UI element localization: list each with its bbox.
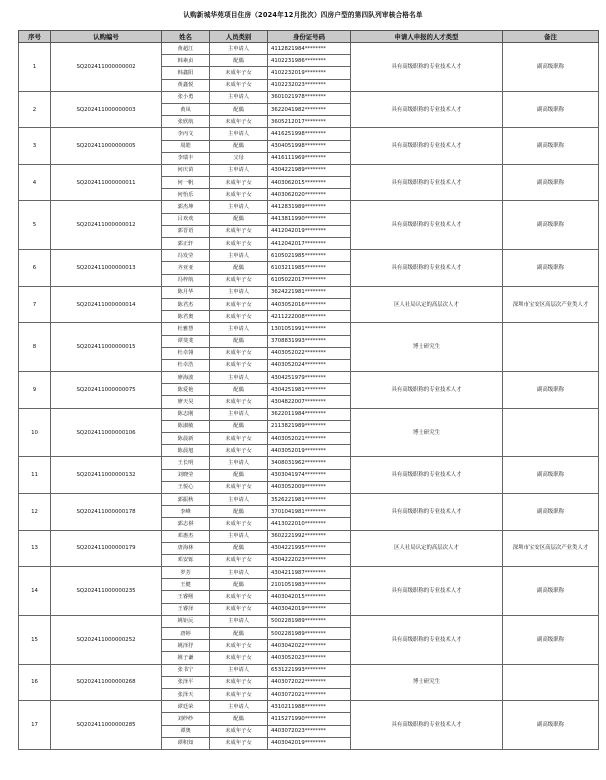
category-cell: 未成年子女	[210, 554, 268, 566]
note-cell: 副高级职称	[503, 128, 599, 165]
category-cell: 未成年子女	[210, 116, 268, 128]
id-number-cell: 4102232023********	[268, 79, 351, 91]
name-cell: 陈君奥	[162, 311, 210, 323]
category-cell: 未成年子女	[210, 79, 268, 91]
id-number-cell: 4102231986********	[268, 55, 351, 67]
name-cell: 唐婷	[162, 628, 210, 640]
name-cell: 李丙文	[162, 128, 210, 140]
name-cell: 郭振秋	[162, 493, 210, 505]
table-row	[19, 128, 599, 140]
note-cell: 副高级职称	[503, 43, 599, 92]
seq-cell: 5	[19, 201, 51, 250]
header-talent-type: 申请人申报的人才类型	[351, 31, 503, 43]
table-row	[19, 493, 599, 505]
name-cell: 邓惠杰	[162, 530, 210, 542]
category-cell: 未成年子女	[210, 676, 268, 688]
id-number-cell: 4416111969********	[268, 152, 351, 164]
id-number-cell: 3701041981********	[268, 506, 351, 518]
seq-cell: 10	[19, 408, 51, 457]
note-cell	[503, 323, 599, 372]
category-cell: 主申请人	[210, 664, 268, 676]
talent-type-cell: 博士研究生	[351, 323, 503, 372]
seq-cell: 9	[19, 372, 51, 409]
name-cell: 罗芳	[162, 567, 210, 579]
id-number-cell: 4304822007********	[268, 396, 351, 408]
name-cell: 陈晨旭	[162, 445, 210, 457]
category-cell: 未成年子女	[210, 274, 268, 286]
talent-type-cell: 具有高级职称的专业技术人才	[351, 615, 503, 664]
talent-type-cell: 具有高级职称的专业技术人才	[351, 701, 503, 750]
category-cell: 主申请人	[210, 408, 268, 420]
category-cell: 主申请人	[210, 91, 268, 103]
category-cell: 主申请人	[210, 615, 268, 627]
id-number-cell: 5002281989********	[268, 628, 351, 640]
seq-cell: 17	[19, 701, 51, 750]
name-cell: 何怡乐	[162, 189, 210, 201]
id-number-cell: 4403072023********	[268, 725, 351, 737]
name-cell: 谭廷荣	[162, 701, 210, 713]
category-cell: 配偶	[210, 628, 268, 640]
name-cell: 郭杰坤	[162, 201, 210, 213]
category-cell: 配偶	[210, 140, 268, 152]
category-cell: 未成年子女	[210, 298, 268, 310]
category-cell: 主申请人	[210, 323, 268, 335]
id-number-cell: 4310211988********	[268, 701, 351, 713]
note-cell: 副高级职称	[503, 457, 599, 494]
id-number-cell: 4304051998********	[268, 140, 351, 152]
id-number-cell: 3624221981********	[268, 286, 351, 298]
category-cell: 主申请人	[210, 201, 268, 213]
id-number-cell: 3605212017********	[268, 116, 351, 128]
note-cell	[503, 408, 599, 457]
name-cell: 刘纱纱	[162, 713, 210, 725]
code-cell: SQ202411000000014	[51, 286, 162, 323]
category-cell: 配偶	[210, 262, 268, 274]
talent-type-cell: 具有高级职称的专业技术人才	[351, 128, 503, 165]
name-cell: 邓安铄	[162, 554, 210, 566]
category-cell: 未成年子女	[210, 396, 268, 408]
name-cell: 王健	[162, 579, 210, 591]
id-number-cell: 4403052009********	[268, 481, 351, 493]
category-cell: 未成年子女	[210, 225, 268, 237]
id-number-cell: 6105021985********	[268, 250, 351, 262]
name-cell: 冯发莹	[162, 250, 210, 262]
talent-type-cell: 具有高级职称的专业技术人才	[351, 250, 503, 287]
code-cell: SQ202411000000005	[51, 128, 162, 165]
id-number-cell: 4115271990********	[268, 713, 351, 725]
category-cell: 配偶	[210, 579, 268, 591]
seq-cell: 7	[19, 286, 51, 323]
name-cell: 姚泽抒	[162, 640, 210, 652]
id-number-cell: 3601021978********	[268, 91, 351, 103]
seq-cell: 11	[19, 457, 51, 494]
id-number-cell: 4403062015********	[268, 177, 351, 189]
table-row	[19, 530, 599, 542]
id-number-cell: 1301051991********	[268, 323, 351, 335]
id-number-cell: 4102232019********	[268, 67, 351, 79]
id-number-cell: 6531221993********	[268, 664, 351, 676]
table-header-row	[19, 31, 599, 43]
id-number-cell: 4403062020********	[268, 189, 351, 201]
id-number-cell: 2113821989********	[268, 420, 351, 432]
category-cell: 配偶	[210, 420, 268, 432]
id-number-cell: 4403052016********	[268, 298, 351, 310]
name-cell: 张欣航	[162, 116, 210, 128]
name-cell: 李瑞丰	[162, 152, 210, 164]
category-cell: 配偶	[210, 335, 268, 347]
name-cell: 廖天昊	[162, 396, 210, 408]
id-number-cell: 6103211985********	[268, 262, 351, 274]
talent-type-cell: 具有高级职称的专业技术人才	[351, 457, 503, 494]
note-cell: 深圳市宝安区高层次产业类人才	[503, 286, 599, 323]
table-row	[19, 615, 599, 627]
name-cell: 陈淑敏	[162, 420, 210, 432]
table-row	[19, 457, 599, 469]
name-cell: 杜卓翎	[162, 347, 210, 359]
id-number-cell: 4304221995********	[268, 542, 351, 554]
seq-cell: 8	[19, 323, 51, 372]
name-cell: 陈晨新	[162, 433, 210, 445]
table-row	[19, 91, 599, 103]
id-number-cell: 2101051983********	[268, 579, 351, 591]
category-cell: 主申请人	[210, 128, 268, 140]
code-cell: SQ202411000000178	[51, 493, 162, 530]
category-cell: 未成年子女	[210, 591, 268, 603]
table-row	[19, 250, 599, 262]
category-cell: 未成年子女	[210, 67, 268, 79]
name-cell: 陈爱艳	[162, 384, 210, 396]
code-cell: SQ202411000000002	[51, 43, 162, 92]
code-cell: SQ202411000000003	[51, 91, 162, 128]
name-cell: 谭积知	[162, 737, 210, 749]
name-cell: 张泽天	[162, 688, 210, 700]
header-code: 认购编号	[51, 31, 162, 43]
header-seq: 序号	[19, 31, 51, 43]
category-cell: 主申请人	[210, 457, 268, 469]
id-number-cell: 4112821984********	[268, 43, 351, 55]
table-row	[19, 201, 599, 213]
name-cell: 韩鑫阳	[162, 67, 210, 79]
category-cell: 未成年子女	[210, 433, 268, 445]
note-cell: 深圳市宝安区高层次产业类人才	[503, 530, 599, 567]
name-cell: 郭正轩	[162, 238, 210, 250]
category-cell: 未成年子女	[210, 445, 268, 457]
seq-cell: 14	[19, 567, 51, 616]
talent-type-cell: 博士研究生	[351, 408, 503, 457]
table-row	[19, 323, 599, 335]
category-cell: 未成年子女	[210, 603, 268, 615]
name-cell: 冯梓航	[162, 274, 210, 286]
id-number-cell: 4403052024********	[268, 359, 351, 371]
id-number-cell: 4304222023********	[268, 554, 351, 566]
seq-cell: 3	[19, 128, 51, 165]
name-cell: 黄超江	[162, 43, 210, 55]
talent-type-cell: 具有高级职称的专业技术人才	[351, 201, 503, 250]
name-cell: 黄鑫悦	[162, 79, 210, 91]
code-cell: SQ202411000000013	[51, 250, 162, 287]
id-number-cell: 4412042017********	[268, 238, 351, 250]
category-cell: 配偶	[210, 506, 268, 518]
name-cell: 吕欢欢	[162, 213, 210, 225]
category-cell: 父母	[210, 152, 268, 164]
name-cell: 周皓	[162, 140, 210, 152]
name-cell: 姚钜沅	[162, 615, 210, 627]
header-id-number: 身份证号码	[268, 31, 351, 43]
code-cell: SQ202411000000179	[51, 530, 162, 567]
name-cell: 陈月华	[162, 286, 210, 298]
id-number-cell: 4403052022********	[268, 347, 351, 359]
id-number-cell: 4303041974********	[268, 469, 351, 481]
category-cell: 配偶	[210, 55, 268, 67]
name-cell: 黄凤	[162, 103, 210, 115]
note-cell: 副高级职称	[503, 201, 599, 250]
name-cell: 姚子谦	[162, 652, 210, 664]
category-cell: 未成年子女	[210, 725, 268, 737]
seq-cell: 1	[19, 43, 51, 92]
name-cell: 张泽平	[162, 676, 210, 688]
name-cell: 陈君杰	[162, 298, 210, 310]
id-number-cell: 4412042019********	[268, 225, 351, 237]
seq-cell: 15	[19, 615, 51, 664]
category-cell: 未成年子女	[210, 688, 268, 700]
seq-cell: 4	[19, 164, 51, 201]
seq-cell: 13	[19, 530, 51, 567]
name-cell: 王睿泽	[162, 603, 210, 615]
id-number-cell: 4416251998********	[268, 128, 351, 140]
talent-type-cell: 区人社局认定的高层次人才	[351, 530, 503, 567]
id-number-cell: 4304251981********	[268, 384, 351, 396]
name-cell: 何一帆	[162, 177, 210, 189]
category-cell: 未成年子女	[210, 311, 268, 323]
category-cell: 主申请人	[210, 250, 268, 262]
name-cell: 王睿熙	[162, 591, 210, 603]
category-cell: 主申请人	[210, 286, 268, 298]
name-cell: 杜雅慧	[162, 323, 210, 335]
name-cell: 张小勇	[162, 91, 210, 103]
category-cell: 配偶	[210, 713, 268, 725]
code-cell: SQ202411000000268	[51, 664, 162, 701]
code-cell: SQ202411000000285	[51, 701, 162, 750]
category-cell: 未成年子女	[210, 347, 268, 359]
code-cell: SQ202411000000015	[51, 323, 162, 372]
name-cell: 张书宁	[162, 664, 210, 676]
id-number-cell: 4304221989********	[268, 164, 351, 176]
name-cell: 何庆苗	[162, 164, 210, 176]
code-cell: SQ202411000000132	[51, 457, 162, 494]
note-cell	[503, 664, 599, 701]
id-number-cell: 4412831989********	[268, 201, 351, 213]
category-cell: 配偶	[210, 213, 268, 225]
name-cell: 谭奥	[162, 725, 210, 737]
table-row	[19, 567, 599, 579]
table-row	[19, 164, 599, 176]
name-cell: 刘晓莹	[162, 469, 210, 481]
document-title: 认购新城华苑项目住房（2024年12月批次）四房户型的第四队列审核合格名单	[183, 11, 423, 19]
category-cell: 配偶	[210, 384, 268, 396]
talent-type-cell: 具有高级职称的专业技术人才	[351, 493, 503, 530]
name-cell: 廖海波	[162, 372, 210, 384]
header-category: 人员类别	[210, 31, 268, 43]
talent-type-cell: 具有高级职称的专业技术人才	[351, 567, 503, 616]
id-number-cell: 4304211987********	[268, 567, 351, 579]
category-cell: 未成年子女	[210, 737, 268, 749]
id-number-cell: 5002281989********	[268, 615, 351, 627]
note-cell: 副高级职称	[503, 164, 599, 201]
table-row	[19, 408, 599, 420]
id-number-cell: 3622011984********	[268, 408, 351, 420]
id-number-cell: 4304251979********	[268, 372, 351, 384]
code-cell: SQ202411000000075	[51, 372, 162, 409]
table-row	[19, 664, 599, 676]
category-cell: 未成年子女	[210, 359, 268, 371]
code-cell: SQ202411000000012	[51, 201, 162, 250]
name-cell: 陈志刚	[162, 408, 210, 420]
category-cell: 配偶	[210, 103, 268, 115]
name-cell: 齐亚亚	[162, 262, 210, 274]
category-cell: 主申请人	[210, 164, 268, 176]
name-cell: 唐海林	[162, 542, 210, 554]
name-cell: 韩素贞	[162, 55, 210, 67]
code-cell: SQ202411000000252	[51, 615, 162, 664]
header-note: 备注	[503, 31, 599, 43]
category-cell: 主申请人	[210, 372, 268, 384]
note-cell: 副高级职称	[503, 567, 599, 616]
id-number-cell: 3408031962********	[268, 457, 351, 469]
id-number-cell: 4413811990********	[268, 213, 351, 225]
talent-type-cell: 博士研究生	[351, 664, 503, 701]
note-cell: 副高级职称	[503, 250, 599, 287]
id-number-cell: 4403072021********	[268, 688, 351, 700]
note-cell: 副高级职称	[503, 493, 599, 530]
talent-type-cell: 具有高级职称的专业技术人才	[351, 372, 503, 409]
code-cell: SQ202411000000106	[51, 408, 162, 457]
category-cell: 主申请人	[210, 493, 268, 505]
category-cell: 未成年子女	[210, 518, 268, 530]
category-cell: 未成年子女	[210, 652, 268, 664]
category-cell: 未成年子女	[210, 238, 268, 250]
id-number-cell: 4211222008********	[268, 311, 351, 323]
note-cell: 副高级职称	[503, 701, 599, 750]
note-cell: 副高级职称	[503, 372, 599, 409]
code-cell: SQ202411000000235	[51, 567, 162, 616]
id-number-cell: 3602221992********	[268, 530, 351, 542]
header-name: 姓名	[162, 31, 210, 43]
seq-cell: 6	[19, 250, 51, 287]
name-cell: 郭晋语	[162, 225, 210, 237]
id-number-cell: 6105022017********	[268, 274, 351, 286]
name-cell: 郭志祺	[162, 518, 210, 530]
roster-table	[18, 30, 599, 750]
category-cell: 主申请人	[210, 43, 268, 55]
category-cell: 未成年子女	[210, 189, 268, 201]
category-cell: 主申请人	[210, 701, 268, 713]
code-cell: SQ202411000000011	[51, 164, 162, 201]
category-cell: 未成年子女	[210, 177, 268, 189]
id-number-cell: 4403052019********	[268, 445, 351, 457]
name-cell: 李峰	[162, 506, 210, 518]
id-number-cell: 4413022010********	[268, 518, 351, 530]
name-cell: 王悦心	[162, 481, 210, 493]
table-row	[19, 701, 599, 713]
category-cell: 未成年子女	[210, 481, 268, 493]
talent-type-cell: 具有高级职称的专业技术人才	[351, 43, 503, 92]
id-number-cell: 4403052023********	[268, 652, 351, 664]
table-row	[19, 286, 599, 298]
talent-type-cell: 区人社局认定的高层次人才	[351, 286, 503, 323]
seq-cell: 16	[19, 664, 51, 701]
name-cell: 王长明	[162, 457, 210, 469]
name-cell: 谭斐斐	[162, 335, 210, 347]
category-cell: 配偶	[210, 542, 268, 554]
id-number-cell: 4403072022********	[268, 676, 351, 688]
id-number-cell: 3708831993********	[268, 335, 351, 347]
id-number-cell: 4403042015********	[268, 591, 351, 603]
name-cell: 杜卓浩	[162, 359, 210, 371]
table-row	[19, 43, 599, 55]
category-cell: 主申请人	[210, 567, 268, 579]
note-cell: 副高级职称	[503, 615, 599, 664]
note-cell: 副高级职称	[503, 91, 599, 128]
table-row	[19, 372, 599, 384]
id-number-cell: 4403042019********	[268, 603, 351, 615]
id-number-cell: 4403052021********	[268, 433, 351, 445]
category-cell: 未成年子女	[210, 640, 268, 652]
category-cell: 主申请人	[210, 530, 268, 542]
id-number-cell: 4403042022********	[268, 640, 351, 652]
id-number-cell: 3622041982********	[268, 103, 351, 115]
category-cell: 配偶	[210, 469, 268, 481]
table-body	[19, 43, 599, 750]
talent-type-cell: 具有高级职称的专业技术人才	[351, 91, 503, 128]
id-number-cell: 3526221981********	[268, 493, 351, 505]
seq-cell: 12	[19, 493, 51, 530]
id-number-cell: 4403042019********	[268, 737, 351, 749]
talent-type-cell: 具有高级职称的专业技术人才	[351, 164, 503, 201]
seq-cell: 2	[19, 91, 51, 128]
